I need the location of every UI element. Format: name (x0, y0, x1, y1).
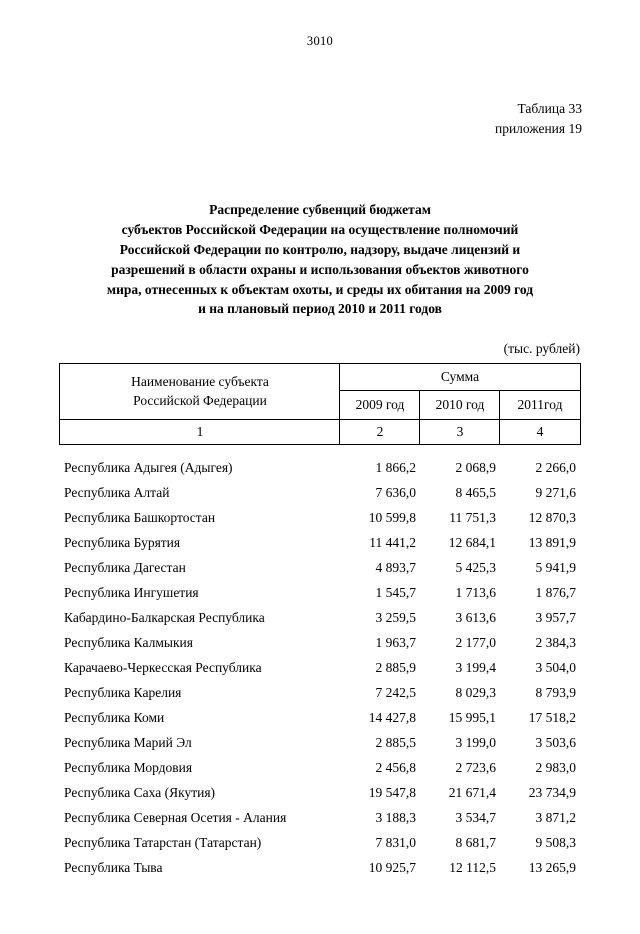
table-row (60, 705, 580, 730)
row-value-y2009: 1 866,2 (375, 459, 416, 475)
row-value-y2009: 10 925,7 (368, 859, 416, 875)
row-subject-name: Республика Башкортостан (64, 509, 216, 525)
row-subject-name: Республика Дагестан (64, 559, 186, 575)
row-value-y2011: 3 504,0 (535, 659, 576, 675)
row-value-y2009: 7 831,0 (375, 834, 416, 850)
table-body (60, 455, 580, 880)
units-label: (тыс. рублей) (503, 341, 580, 357)
header-subject-name-line-2: Российской Федерации (133, 392, 267, 408)
row-value-y2009: 10 599,8 (368, 509, 416, 525)
row-subject-name: Республика Саха (Якутия) (64, 784, 216, 800)
row-value-y2009: 2 456,8 (375, 759, 416, 775)
table-row (60, 855, 580, 880)
row-value-y2010: 8 029,3 (455, 684, 496, 700)
row-value-y2009: 4 893,7 (375, 559, 416, 575)
title-line-1: Распределение субвенций бюджетам (209, 202, 431, 218)
row-value-y2010: 1 713,6 (455, 584, 496, 600)
table-header-row-1 (60, 364, 580, 391)
table-row (60, 505, 580, 530)
row-subject-name: Республика Бурятия (64, 534, 181, 550)
row-value-y2011: 23 734,9 (528, 784, 576, 800)
column-number-3: 3 (420, 420, 500, 445)
row-value-y2009: 11 441,2 (369, 534, 416, 550)
row-subject-name: Кабардино-Балкарская Республика (64, 609, 265, 625)
row-value-y2009: 1 963,7 (375, 634, 416, 650)
title-line-2: субъектов Российской Федерации на осуществление полномочий (121, 221, 519, 237)
row-subject-name: Республика Мордовия (64, 759, 193, 775)
row-value-y2011: 2 384,3 (535, 634, 576, 650)
table-row (60, 455, 580, 480)
row-value-y2011: 3 871,2 (535, 809, 576, 825)
table-row (60, 530, 580, 555)
table-row (60, 780, 580, 805)
title-line-4: разрешений в области охраны и использования объектов животного (111, 261, 529, 277)
row-value-y2010: 15 995,1 (448, 709, 496, 725)
row-subject-name: Республика Тыва (64, 859, 163, 875)
row-value-y2010: 8 681,7 (455, 834, 496, 850)
row-value-y2011: 8 793,9 (535, 684, 576, 700)
row-value-y2010: 21 671,4 (448, 784, 496, 800)
row-value-y2011: 17 518,2 (528, 709, 576, 725)
row-value-y2011: 2 983,0 (535, 759, 576, 775)
row-subject-name: Республика Адыгея (Адыгея) (64, 459, 233, 475)
row-value-y2011: 9 508,3 (535, 834, 576, 850)
row-subject-name: Республика Северная Осетия - Алания (64, 809, 287, 825)
row-value-y2010: 2 177,0 (455, 634, 496, 650)
row-value-y2009: 7 636,0 (375, 484, 416, 500)
row-value-y2011: 13 265,9 (528, 859, 576, 875)
header-subject-name-line-1: Наименование субъекта (131, 374, 269, 390)
row-value-y2009: 2 885,9 (375, 659, 416, 675)
column-number-2: 2 (340, 420, 420, 445)
row-subject-name: Республика Калмыкия (64, 634, 193, 650)
row-value-y2009: 7 242,5 (375, 684, 416, 700)
table-row (60, 755, 580, 780)
table-row (60, 655, 580, 680)
row-value-y2009: 19 547,8 (368, 784, 416, 800)
row-value-y2009: 14 427,8 (368, 709, 416, 725)
row-value-y2010: 3 534,7 (455, 809, 496, 825)
row-value-y2010: 3 199,4 (455, 659, 496, 675)
table-row (60, 830, 580, 855)
row-value-y2011: 3 957,7 (535, 609, 576, 625)
header-year-2010: 2010 год (420, 391, 500, 420)
table-row (60, 680, 580, 705)
row-value-y2009: 3 259,5 (375, 609, 416, 625)
row-value-y2010: 3 199,0 (455, 734, 496, 750)
document-page (0, 34, 640, 934)
row-subject-name: Республика Татарстан (Татарстан) (64, 834, 262, 850)
table-row (60, 630, 580, 655)
header-subject-name (60, 364, 340, 420)
row-subject-name: Республика Ингушетия (64, 584, 199, 600)
row-value-y2010: 12 112,5 (449, 859, 496, 875)
row-value-y2010: 11 751,3 (449, 509, 496, 525)
page-number: 3010 (306, 34, 334, 48)
table-reference-line-2: приложения 19 (494, 120, 582, 136)
row-value-y2009: 2 885,5 (375, 734, 416, 750)
row-value-y2011: 13 891,9 (528, 534, 576, 550)
row-value-y2010: 2 068,9 (455, 459, 496, 475)
header-sum-group: Сумма (340, 364, 580, 391)
row-value-y2009: 3 188,3 (375, 809, 416, 825)
row-subject-name: Карачаево-Черкесская Республика (64, 659, 262, 675)
table-row (60, 580, 580, 605)
row-subject-name: Республика Коми (64, 709, 165, 725)
table-column-number-row (60, 420, 580, 445)
page-title (0, 200, 640, 319)
title-line-5: мира, отнесенных к объектам охоты, и среды их обитания на 2009 год (106, 281, 534, 297)
table-reference-line-1: Таблица 33 (517, 101, 582, 116)
header-year-2011: 2011год (500, 391, 580, 420)
column-number-1: 1 (60, 420, 340, 445)
row-value-y2010: 12 684,1 (448, 534, 496, 550)
row-value-y2011: 3 503,6 (535, 734, 576, 750)
table-row (60, 730, 580, 755)
title-line-3: Российской Федерации по контролю, надзору, выдаче лицензий и (119, 241, 521, 257)
table-row (60, 805, 580, 830)
row-value-y2011: 12 870,3 (528, 509, 576, 525)
header-year-2009: 2009 год (340, 391, 420, 420)
table-reference (0, 99, 640, 138)
row-value-y2010: 8 465,5 (455, 484, 496, 500)
table-row (60, 555, 580, 580)
table-header-grid (59, 363, 580, 445)
row-value-y2010: 5 425,3 (455, 559, 496, 575)
title-line-6: и на плановый период 2010 и 2011 годов (198, 301, 442, 317)
row-subject-name: Республика Марий Эл (64, 734, 192, 750)
row-value-y2010: 3 613,6 (455, 609, 496, 625)
row-value-y2011: 2 266,0 (535, 459, 576, 475)
row-value-y2011: 9 271,6 (535, 484, 576, 500)
row-value-y2011: 1 876,7 (535, 584, 576, 600)
row-value-y2009: 1 545,7 (375, 584, 416, 600)
table-row (60, 480, 580, 505)
row-value-y2011: 5 941,9 (535, 559, 576, 575)
row-subject-name: Республика Алтай (64, 484, 170, 500)
row-value-y2010: 2 723,6 (455, 759, 496, 775)
column-number-4: 4 (500, 420, 580, 445)
row-subject-name: Республика Карелия (64, 684, 182, 700)
table-row (60, 605, 580, 630)
